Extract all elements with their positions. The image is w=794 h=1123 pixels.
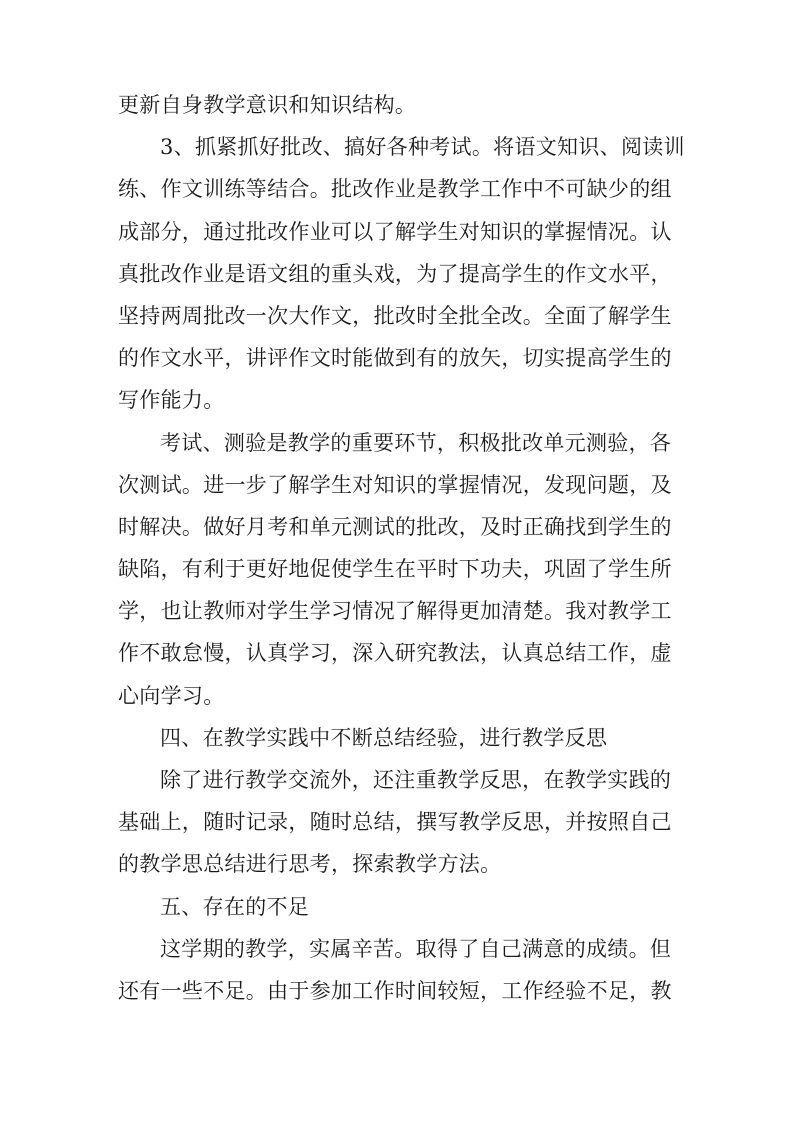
text-line: 还有一些不足。由于参加工作时间较短，工作经验不足，教 (118, 978, 672, 1003)
text-line: 这学期的教学，实属辛苦。取得了自己满意的成绩。但 (160, 936, 672, 961)
text-line: 缺陷，有利于更好地促使学生在平时下功夫，巩固了学生所 (118, 557, 672, 582)
text-line: 的作文水平，讲评作文时能做到有的放矢，切实提高学生的 (118, 346, 672, 371)
text-line: 次测试。进一步了解学生对知识的掌握情况，发现问题，及 (118, 472, 672, 497)
text-line: 心向学习。 (118, 683, 225, 708)
text-line: 真批改作业是语文组的重头戏，为了提高学生的作文水平， (118, 261, 672, 286)
text-line: 3、抓紧抓好批改、搞好各种考试。将语文知识、阅读训 (160, 135, 685, 160)
text-line: 练、作文训练等结合。批改作业是教学工作中不可缺少的组 (118, 177, 672, 202)
text-line: 考试、测验是教学的重要环节，积极批改单元测验，各 (160, 430, 672, 455)
text-line: 写作能力。 (118, 388, 225, 413)
text-line: 除了进行教学交流外，还注重教学反思，在教学实践的 (160, 768, 672, 792)
text-line: 的教学思总结进行思考，探索教学方法。 (118, 852, 502, 877)
text-line: 更新自身教学意识和知识结构。 (118, 93, 417, 117)
section-heading: 四、在教学实践中不断总结经验，进行教学反思 (160, 725, 608, 750)
section-heading: 五、存在的不足 (160, 894, 310, 919)
text-line: 学，也让教师对学生学习情况了解得更加清楚。我对教学工 (118, 599, 672, 624)
text-line: 坚持两周批改一次大作文，批改时全批全改。全面了解学生 (118, 303, 672, 328)
text-line: 基础上，随时记录，随时总结，撰写教学反思，并按照自己 (118, 810, 672, 835)
text-line: 作不敢怠慢，认真学习，深入研究教法，认真总结工作，虚 (118, 641, 672, 666)
text-line: 成部分，通过批改作业可以了解学生对知识的掌握情况。认 (118, 219, 672, 244)
text-line: 时解决。做好月考和单元测试的批改，及时正确找到学生的 (118, 514, 672, 539)
document-body (118, 84, 685, 1012)
